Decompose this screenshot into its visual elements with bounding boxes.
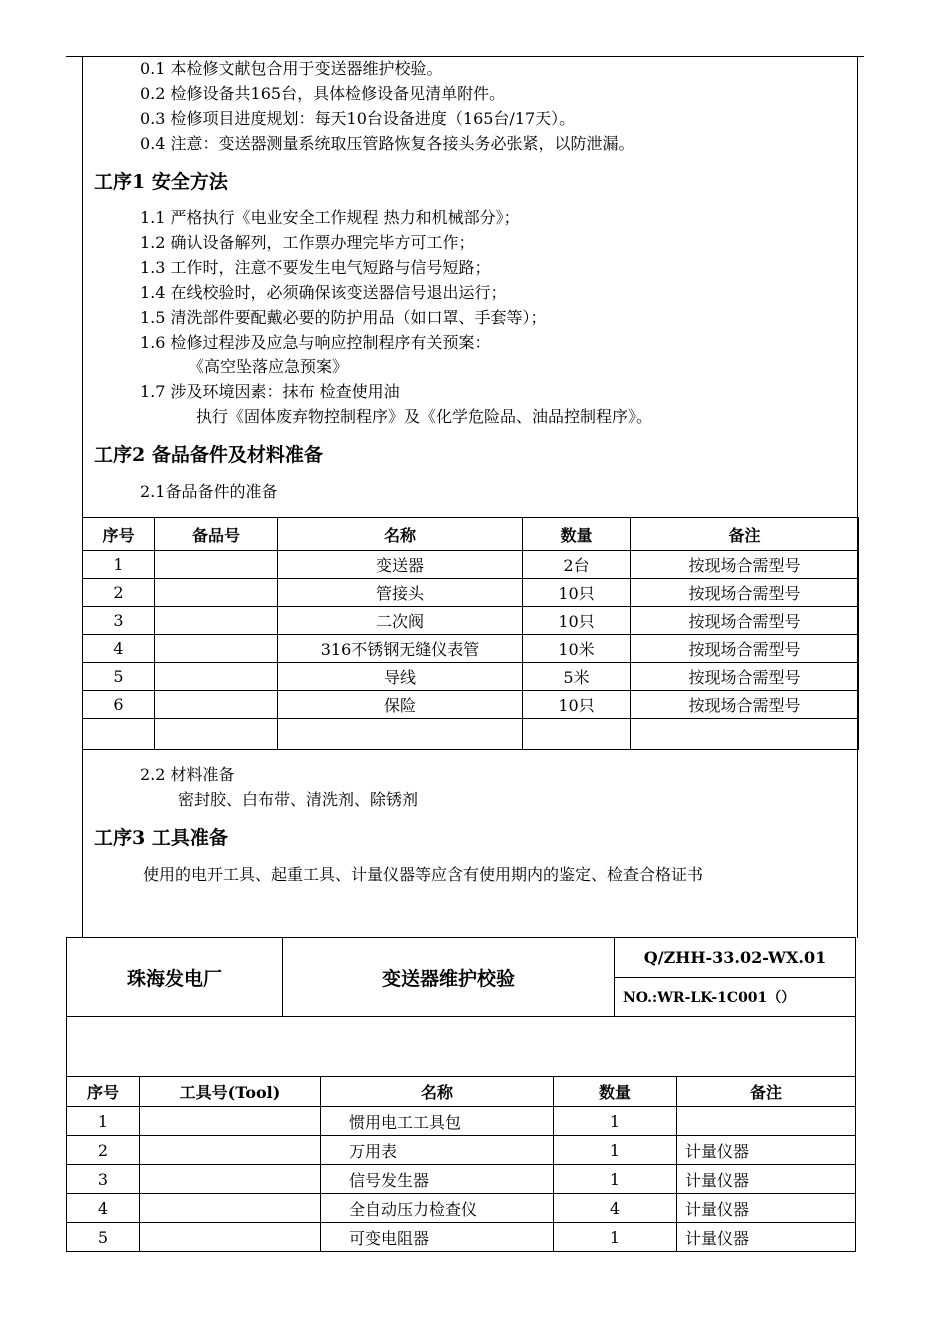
cell: 2 [67, 1136, 140, 1165]
spare-parts-subtitle: 2.1备品备件的准备 [140, 482, 278, 501]
document-code: Q/ZHH-33.02-WX.01 [615, 938, 856, 978]
table-header: 名称 [321, 1077, 554, 1107]
top-border [66, 56, 864, 57]
cell: 按现场合需型号 [631, 579, 859, 607]
cell: 1 [83, 551, 155, 579]
cell [155, 663, 278, 691]
cell: 2台 [523, 551, 631, 579]
cell: 计量仪器 [677, 1223, 856, 1252]
cell: 4 [83, 635, 155, 663]
cell: 计量仪器 [677, 1165, 856, 1194]
cell: 316不锈钢无缝仪表管 [278, 635, 523, 663]
cell: 6 [83, 691, 155, 719]
safety-item: 1.3 工作时，注意不要发生电气短路与信号短路； [140, 258, 491, 277]
cell: 计量仪器 [677, 1194, 856, 1223]
cell [155, 719, 278, 750]
left-border [82, 56, 83, 938]
intro-line: 0.4 注意：变送器测量系统取压管路恢复各接头务必张紧，以防泄漏。 [140, 134, 635, 153]
table-header: 序号 [67, 1077, 140, 1107]
section2-heading: 工序2 备品备件及材料准备 [94, 444, 323, 466]
safety-item: 1.2 确认设备解列，工作票办理完毕方可工作； [140, 233, 475, 252]
tools-table [66, 1076, 856, 1252]
safety-item: 《高空坠落应急预案》 [188, 357, 349, 376]
cell [155, 635, 278, 663]
safety-item: 1.5 清洗部件要配戴必要的防护用品（如口罩、手套等）； [140, 308, 547, 327]
table-row [83, 719, 859, 750]
table-header: 工具号(Tool) [140, 1077, 321, 1107]
cell [140, 1107, 321, 1136]
cell [155, 691, 278, 719]
document-number: NO.:WR-LK-1C001（） [615, 978, 856, 1017]
cell: 1 [554, 1107, 677, 1136]
right-border [857, 56, 858, 938]
cell [140, 1136, 321, 1165]
company-name: 珠海发电厂 [67, 938, 283, 1017]
cell: 5 [67, 1223, 140, 1252]
table-row [83, 579, 859, 607]
cell: 5 [83, 663, 155, 691]
cell: 信号发生器 [321, 1165, 554, 1194]
safety-item: 1.4 在线校验时，必须确保该变送器信号退出运行； [140, 283, 507, 302]
table-row [67, 1194, 856, 1223]
cell: 计量仪器 [677, 1136, 856, 1165]
cell [140, 1223, 321, 1252]
materials-list: 密封胶、白布带、清洗剂、除锈剂 [178, 790, 419, 809]
cell: 5米 [523, 663, 631, 691]
cell: 2 [83, 579, 155, 607]
safety-item: 1.7 涉及环境因素：抹布 检查使用油 [140, 382, 400, 401]
table-row [83, 691, 859, 719]
materials-subtitle: 2.2 材料准备 [140, 765, 235, 784]
cell: 3 [83, 607, 155, 635]
intro-line: 0.3 检修项目进度规划：每天10台设备进度（165台/17天）。 [140, 109, 576, 128]
table-row [83, 663, 859, 691]
cell [631, 719, 859, 750]
cell: 按现场合需型号 [631, 663, 859, 691]
cell [83, 719, 155, 750]
table-row [67, 1223, 856, 1252]
table-header: 数量 [554, 1077, 677, 1107]
cell [155, 607, 278, 635]
tools-description: 使用的电开工具、起重工具、计量仪器等应含有使用期内的鉴定、检查合格证书 [143, 865, 704, 884]
table-header: 序号 [83, 518, 155, 551]
section1-heading: 工序1 安全方法 [94, 171, 228, 193]
cell: 1 [554, 1223, 677, 1252]
table-row [67, 1107, 856, 1136]
cell [140, 1165, 321, 1194]
cell: 1 [554, 1165, 677, 1194]
safety-item: 1.6 检修过程涉及应急与响应控制程序有关预案： [140, 333, 491, 352]
cell: 4 [554, 1194, 677, 1223]
cell: 二次阀 [278, 607, 523, 635]
cell: 10只 [523, 691, 631, 719]
table-row [83, 607, 859, 635]
blank-row [67, 1017, 856, 1077]
cell: 按现场合需型号 [631, 691, 859, 719]
cell [278, 719, 523, 750]
spare-parts-table [82, 517, 859, 750]
cell: 导线 [278, 663, 523, 691]
cell: 全自动压力检查仪 [321, 1194, 554, 1223]
table-row [67, 1136, 856, 1165]
table-row [83, 551, 859, 579]
cell: 变送器 [278, 551, 523, 579]
cell [140, 1194, 321, 1223]
safety-item: 执行《固体废弃物控制程序》及《化学危险品、油品控制程序》。 [196, 407, 653, 426]
cell: 按现场合需型号 [631, 551, 859, 579]
table-row [67, 1165, 856, 1194]
cell [155, 551, 278, 579]
safety-item: 1.1 严格执行《电业安全工作规程 热力和机械部分》； [140, 208, 520, 227]
section3-heading: 工序3 工具准备 [94, 827, 228, 849]
intro-line: 0.2 检修设备共165台，具体检修设备见清单附件。 [140, 84, 506, 103]
cell: 10只 [523, 607, 631, 635]
cell [523, 719, 631, 750]
cell: 万用表 [321, 1136, 554, 1165]
cell: 可变电阻器 [321, 1223, 554, 1252]
document-title-block [66, 937, 856, 1077]
cell [155, 579, 278, 607]
table-row [83, 635, 859, 663]
table-header: 数量 [523, 518, 631, 551]
table-header: 备注 [677, 1077, 856, 1107]
cell: 3 [67, 1165, 140, 1194]
document-title: 变送器维护校验 [283, 938, 615, 1017]
cell: 4 [67, 1194, 140, 1223]
cell: 1 [67, 1107, 140, 1136]
table-header: 备注 [631, 518, 859, 551]
table-header: 备品号 [155, 518, 278, 551]
cell: 1 [554, 1136, 677, 1165]
cell [677, 1107, 856, 1136]
cell: 按现场合需型号 [631, 607, 859, 635]
cell: 管接头 [278, 579, 523, 607]
intro-line: 0.1 本检修文献包合用于变送器维护校验。 [140, 59, 443, 78]
cell: 惯用电工工具包 [321, 1107, 554, 1136]
cell: 按现场合需型号 [631, 635, 859, 663]
cell: 保险 [278, 691, 523, 719]
table-header: 名称 [278, 518, 523, 551]
cell: 10米 [523, 635, 631, 663]
cell: 10只 [523, 579, 631, 607]
